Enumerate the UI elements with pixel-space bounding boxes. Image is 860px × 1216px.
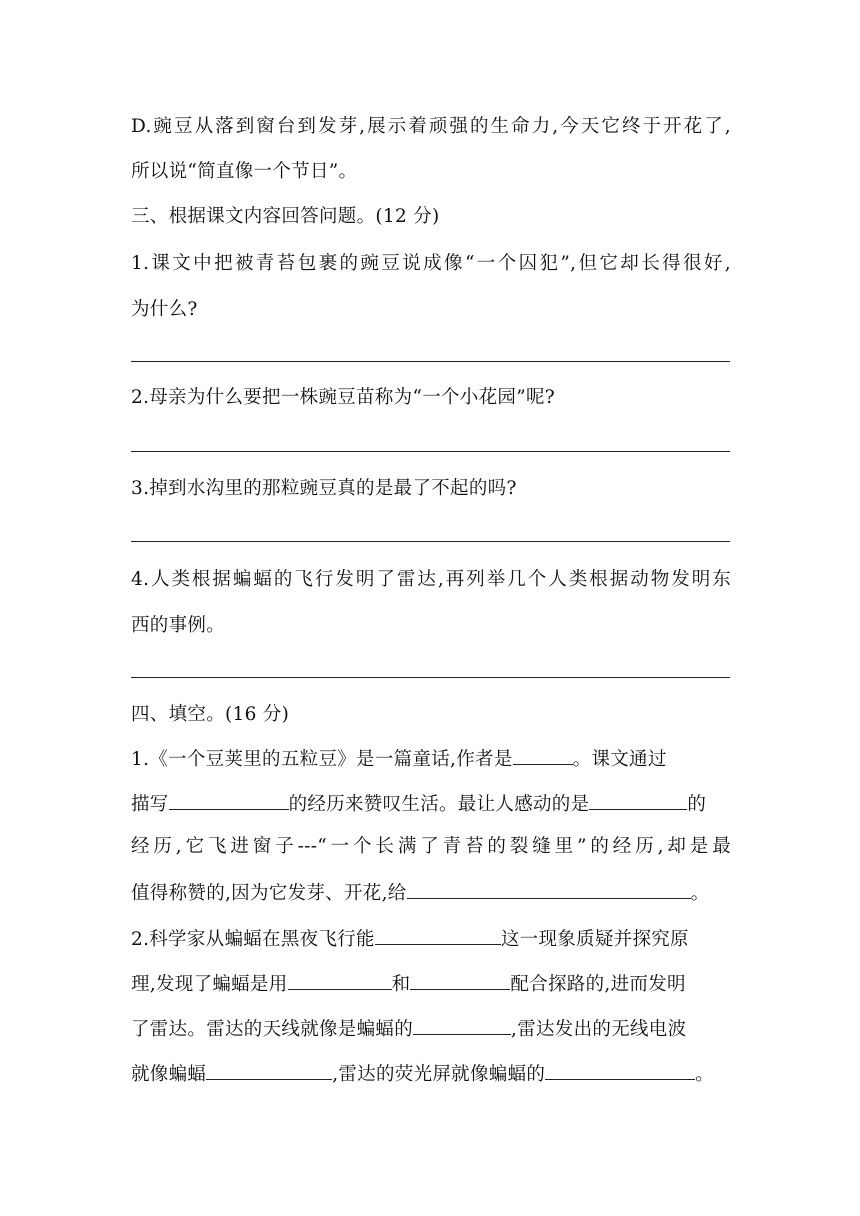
fill-1-text-a: 1.《一个豆荚里的五粒豆》是一篇童话,作者是 — [131, 749, 513, 770]
fill-1-text-b: 。课文通过 — [572, 749, 667, 770]
fill-1-line-1 — [131, 744, 731, 774]
fill-2-text-h: 就像蝙蝠 — [131, 1064, 207, 1085]
fill-2-line-3 — [131, 1014, 731, 1044]
question-2: 2.母亲为什么要把一株豌豆苗称为“一个小花园”呢? — [131, 387, 555, 408]
blank-night-flight[interactable] — [375, 924, 501, 945]
fill-2-text-e: 配合探路的,进而发明 — [510, 974, 686, 995]
fill-2-text-c: 理,发现了蝙蝠是用 — [131, 974, 288, 995]
answer-line-2[interactable] — [131, 451, 730, 452]
fill-1-text-e: 的 — [687, 794, 707, 815]
fill-2-line-4 — [131, 1059, 731, 1089]
fill-2-text-f: 了雷达。雷达的天线就像是蝙蝠的 — [131, 1019, 414, 1040]
question-1-line-1: 1.课文中把被青苔包裹的豌豆说成像“一个囚犯”,但它却长得很好, — [131, 253, 731, 274]
option-d-line-2: 所以说“简直像一个节日”。 — [131, 161, 358, 182]
fill-2-line-1 — [131, 924, 731, 954]
blank-radio-wave[interactable] — [206, 1059, 332, 1080]
fill-2-text-g: ,雷达发出的无线电波 — [511, 1019, 687, 1040]
blank-most-touching[interactable] — [589, 789, 687, 810]
fill-1-line-4 — [131, 878, 731, 908]
question-4-line-2: 西的事例。 — [131, 615, 226, 636]
question-4-line-1: 4.人类根据蝙蝠的飞行发明了雷达,再列举几个人类根据动物发明东 — [131, 569, 731, 590]
fill-2-text-i: ,雷达的荧光屏就像蝙蝠的 — [332, 1064, 546, 1085]
fill-1-line-2 — [131, 789, 731, 819]
fill-2-text-j: 。 — [695, 1064, 714, 1085]
blank-organ-2[interactable] — [410, 969, 510, 990]
fill-2-line-2 — [131, 969, 731, 999]
question-1-line-2: 为什么? — [131, 299, 198, 320]
fill-1-text-g: 值得称赞的,因为它发芽、开花,给 — [131, 883, 407, 904]
blank-organ-1[interactable] — [288, 969, 392, 990]
answer-line-1[interactable] — [131, 361, 730, 362]
fill-2-text-d: 和 — [391, 974, 411, 995]
fill-1-text-d: 的经历来赞叹生活。最让人感动的是 — [288, 794, 590, 815]
blank-antenna[interactable] — [413, 1014, 511, 1035]
fill-1-line-3: 经历,它飞进窗子---“一个长满了青苔的裂缝里”的经历,却是最 — [131, 836, 731, 857]
section-3-heading: 三、根据课文内容回答问题。(12 分) — [131, 206, 440, 227]
fill-2-text-a: 2.科学家从蝙蝠在黑夜飞行能 — [131, 929, 375, 950]
answer-line-3[interactable] — [131, 541, 730, 542]
blank-gave[interactable] — [407, 878, 691, 899]
answer-line-4[interactable] — [131, 677, 730, 678]
fill-2-text-b: 这一现象质疑并探究原 — [500, 929, 689, 950]
blank-describe[interactable] — [169, 789, 289, 810]
blank-screen[interactable] — [545, 1059, 695, 1080]
option-d-line-1: D.豌豆从落到窗台到发芽,展示着顽强的生命力,今天它终于开花了, — [131, 116, 731, 137]
fill-1-text-h: 。 — [690, 883, 710, 904]
blank-author[interactable] — [513, 744, 573, 765]
section-4-heading: 四、填空。(16 分) — [131, 704, 290, 725]
question-3: 3.掉到水沟里的那粒豌豆真的是最了不起的吗? — [131, 478, 517, 499]
fill-1-text-c: 描写 — [131, 794, 169, 815]
